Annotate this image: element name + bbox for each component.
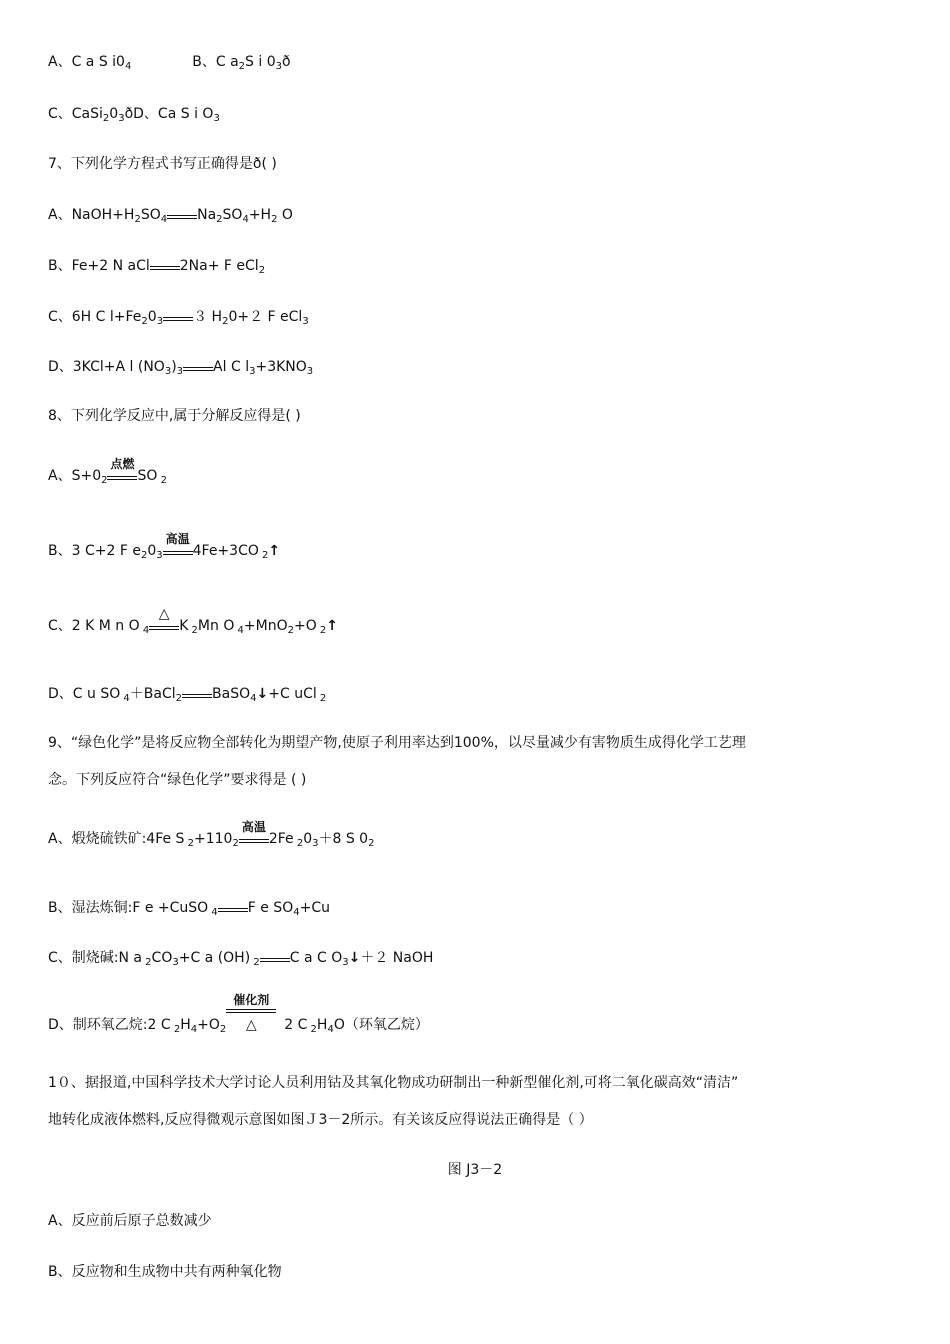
reaction-arrow-heat [149,606,179,630]
subscript: 4 [208,907,218,918]
formula-part: 0 [303,831,313,847]
figure-caption: 图 J3－2 [447,1162,503,1178]
formula-part: C、6H C l+Fe [48,309,142,325]
formula-part: +C a (OH) [178,950,251,966]
formula-part: A、NaOH+H [48,207,135,223]
option-6a: A、C a S i0 [48,54,125,70]
formula-part: S i 0 [245,54,276,70]
subscript: 3 [164,366,172,377]
subscript: 2 [175,693,183,704]
formula-part: +Cu [299,900,330,916]
formula-part: H [180,1017,191,1033]
formula-part: D、制环氧乙烷:2 C [48,1017,171,1033]
subscript: 3 [302,316,309,327]
formula-part: ＋BaCl [129,686,176,702]
formula-part: C、制烧碱:N a [48,950,142,966]
subscript: 2 [184,838,194,849]
subscript: 3 [156,550,163,561]
condition-label: 催化剂 [233,993,270,1007]
reaction-arrow-high-temp [239,820,269,843]
subscript: 2 [238,61,246,72]
subscript: 2 [250,957,260,968]
subscript: 2 [142,957,152,968]
subscript: 3 [312,838,319,849]
option-7c [48,307,309,327]
subscript: 3 [172,957,179,968]
formula-part: D、3KCl+A l (NO [48,359,165,375]
formula-part: K [179,618,189,634]
reaction-arrow-ignite [107,457,137,480]
subscript: 3 [275,61,283,72]
option-9b [48,898,330,918]
formula-part: C、2 K M n O [48,618,140,634]
formula-part: H [316,1017,328,1033]
subscript: 2 [188,625,198,636]
subscript: 2 [293,838,304,849]
formula-part: ＋２ NaOH [360,950,434,966]
formula-part: B、3 C+2 F e [48,543,141,559]
question-10-line-2: 地转化成液体燃料,反应得微观示意图如图Ｊ3－2所示。有关该反应得说法正确得是（ ） [48,1112,593,1128]
equals-sign [182,692,212,698]
formula-part: Al C l [213,359,250,375]
formula-part: +O [197,1017,220,1033]
formula-part: +O [293,618,317,634]
precipitate-arrow-icon: ↓ [256,686,269,702]
subscript: 2 [216,214,223,225]
equals-sign [218,906,248,912]
question-9-line-1: 9、“绿色化学”是将反应物全部转化为期望产物,使原子利用率达到100%，以尽量减少有害物质生成得化学工艺理 [48,735,746,751]
subscript: 4 [242,214,249,225]
option-8c [48,606,338,636]
equals-sign [183,365,213,371]
option-line-6cd [48,104,220,124]
subscript: 3 [306,366,314,377]
subscript: 2 [258,550,269,561]
subscript: 2 [258,265,266,276]
subscript: 2 [307,1024,317,1035]
subscript: 3 [213,113,220,124]
formula-part: ) [171,359,177,375]
question-7: 7、下列化学方程式书写正确得是ð( ) [48,156,277,172]
subscript: 2 [157,475,167,486]
question-10-line-1: 1０、据报道,中国科学技术大学讨论人员利用钴及其氧化物成功研制出一种新型催化剂,可将二氧化碳高效“清洁” [48,1075,739,1091]
subscript: 4 [250,693,257,704]
subscript: 3 [342,957,349,968]
equals-sign [150,264,180,270]
formula-part: 0+２ F eCl [228,309,303,325]
formula-part: SO [137,468,158,484]
reaction-arrow-catalyst [226,993,276,1035]
option-9c [48,948,433,968]
subscript: 2 [140,550,148,561]
equals-sign [163,315,193,321]
subscript: 2 [134,214,141,225]
formula-part: A、煅烧硫铁矿:4Fe S [48,831,185,847]
formula-part: 2Fe [268,831,294,847]
formula-part: C a C O [289,950,343,966]
formula-part: +110 [194,831,233,847]
formula-part: 0 [147,309,157,325]
option-6b: B、C a [192,54,239,70]
subscript: 2 [222,316,229,327]
subscript: 2 [271,214,278,225]
subscript: 2 [368,838,375,849]
formula-part: +3KNO [255,359,307,375]
subscript: 4 [234,625,244,636]
option-6d: ðD、Ca S i O [124,106,214,122]
reaction-arrow-high-temp [163,532,193,555]
subscript: 4 [190,1024,198,1035]
heat-triangle-icon: △ [158,606,170,622]
subscript: 4 [160,214,168,225]
formula-part: A、S+0 [48,468,102,484]
option-10a: A、反应前后原子总数减少 [48,1213,212,1229]
subscript: 3 [249,366,256,377]
formula-part: ð [282,54,291,70]
option-8d [48,684,326,704]
subscript: 2 [102,113,110,124]
option-7b [48,256,265,276]
option-line-6ab [48,52,291,72]
formula-part: 2 C [284,1017,308,1033]
condition-label: 点燃 [110,457,135,471]
subscript: 2 [101,475,108,486]
formula-part: SO [140,207,161,223]
subscript: 4 [124,61,132,72]
formula-part: F e SO [247,900,294,916]
subscript: 4 [139,625,150,636]
equals-sign [167,213,197,219]
question-9-line-2: 念。下列反应符合“绿色化学”要求得是 ( ) [48,772,307,788]
heat-triangle-icon: △ [245,1017,257,1033]
subscript: 4 [293,907,300,918]
option-8a [48,457,167,486]
subscript: 3 [156,316,164,327]
formula-part: O [277,207,293,223]
option-6c: C、CaSi [48,106,103,122]
formula-part: ＋8 S 0 [318,831,369,847]
option-7a [48,205,293,225]
option-8b [48,532,281,561]
subscript: 3 [176,366,184,377]
formula-part: +C uCl [268,686,317,702]
formula-part: CO [151,950,173,966]
formula-part: D、C u SO [48,686,121,702]
formula-part: 2Na+ F eCl [179,258,259,274]
formula-part: O（环氧乙烷） [333,1017,429,1033]
subscript: 2 [316,625,327,636]
subscript: 2 [316,693,327,704]
formula-part: +H [248,207,272,223]
formula-part: SO [222,207,243,223]
formula-part: Mn O [197,618,235,634]
formula-part: 4Fe+3CO [192,543,259,559]
formula-part: B、湿法炼铜:F e +CuSO [48,900,209,916]
subscript: 2 [232,838,239,849]
formula-part: +MnO [243,618,288,634]
subscript: 2 [141,316,148,327]
gas-arrow-icon: ↑ [326,618,338,634]
subscript: 2 [219,1024,227,1035]
subscript: 4 [327,1024,334,1035]
gas-arrow-icon: ↑ [268,543,281,559]
subscript: 3 [118,113,125,124]
question-8: 8、下列化学反应中,属于分解反应得是( ) [48,408,301,424]
formula-part: B、Fe+2 N aCl [48,258,150,274]
subscript: 4 [120,693,130,704]
formula-part: 0 [147,543,157,559]
equals-sign [260,956,290,962]
subscript: 2 [287,625,294,636]
condition-label: 高温 [241,820,266,834]
formula-part: 0 [109,106,119,122]
subscript: 2 [170,1024,181,1035]
formula-part: Na [197,207,217,223]
option-7d [48,357,313,377]
formula-part: BaSO [212,686,251,702]
precipitate-arrow-icon: ↓ [348,950,361,966]
option-9d [48,993,429,1035]
condition-label: 高温 [165,532,190,546]
formula-part: ３ H [193,309,223,325]
option-10b: B、反应物和生成物中共有两种氧化物 [48,1264,282,1280]
option-9a [48,820,375,849]
